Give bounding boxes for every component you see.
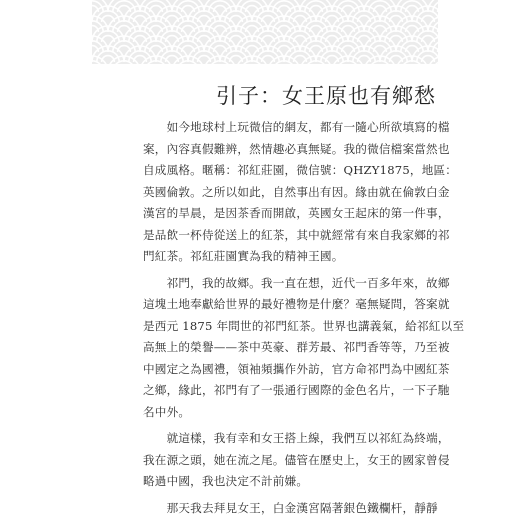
text-line: 門紅茶。祁紅莊園實為我的精神王國。 [143, 246, 391, 268]
wave-arc [193, 51, 215, 62]
wave-arc [241, 21, 263, 32]
paragraph-4 [143, 498, 391, 520]
wave-arc [273, 61, 295, 64]
wave-arc [401, 61, 423, 64]
wave-arc [289, 31, 311, 42]
wave-arc [289, 51, 311, 62]
wave-arc [129, 51, 151, 62]
wave-arc [177, 61, 199, 64]
body-text [143, 117, 391, 524]
text-line: 英國倫敦。之所以如此，自然事出有因。緣由就在倫敦白金 [143, 182, 391, 204]
paragraph-3 [143, 428, 391, 493]
text-line: 祁門，我的故鄉。我一直在想，近代一百多年來，故鄉 [143, 273, 391, 295]
text-line: 中國定之為國禮，領袖頻攜作外訪，官方命祁門為中國紅茶 [143, 359, 391, 381]
wave-arc [145, 61, 167, 64]
text-line: 這塊土地奉獻給世界的最好禮物是什麼？毫無疑問，答案就 [143, 294, 391, 316]
wave-arc [273, 21, 295, 32]
text-line: 案，內容真假難辨，然情趣必真無疑。我的微信檔案當然也 [143, 139, 391, 161]
wave-arc [129, 11, 151, 22]
wave-arc [129, 31, 151, 42]
paragraph-2 [143, 273, 391, 424]
wave-arc [193, 11, 215, 22]
wave-arc [225, 11, 247, 22]
wave-arc [193, 31, 215, 42]
wave-arc [289, 11, 311, 22]
decorative-wave-banner [92, 0, 438, 64]
wave-arc [337, 61, 359, 64]
text-line: 如今地球村上玩微信的網友，都有一隨心所欲填寫的檔 [143, 117, 391, 139]
text-line: 那天我去拜見女王，白金漢宮隔著銀色鐵欄杆，靜靜 [143, 498, 391, 520]
wave-arc [209, 21, 231, 32]
wave-arc [177, 41, 199, 52]
wave-arc [273, 1, 295, 12]
text-line: 就這樣，我有幸和女王搭上線，我們互以祁紅為終端， [143, 428, 391, 450]
wave-arc [161, 11, 183, 22]
text-line: 名中外。 [143, 402, 391, 424]
wave-arc [257, 11, 279, 22]
wave-arc [257, 31, 279, 42]
wave-arc [113, 61, 135, 64]
wave-arc [145, 41, 167, 52]
wave-arc [225, 51, 247, 62]
wave-arc [305, 21, 327, 32]
paragraph-1 [143, 117, 391, 268]
chapter-title: 引子：女王原也有鄉愁 [216, 80, 436, 110]
wave-arc [241, 61, 263, 64]
wave-arc [369, 61, 391, 64]
text-line: 是品飲一杯侍從送上的紅茶，其中就經常有來自我家鄉的祁 [143, 225, 391, 247]
wave-arc [241, 1, 263, 12]
wave-arc [177, 21, 199, 32]
wave-arc [161, 31, 183, 42]
text-line: 略過中國，我也決定不計前嫌。 [143, 471, 391, 493]
text-line: 是西元 1875 年問世的祁門紅茶。世界也講義氣，給祁紅以至 [143, 316, 391, 338]
wave-arc [241, 41, 263, 52]
wave-arc [305, 61, 327, 64]
wave-pattern [92, 0, 438, 64]
wave-arc [145, 21, 167, 32]
wave-arc [177, 1, 199, 12]
text-line: 高無上的榮譽——茶中英豪、群芳最、祁門香等等，乃至被 [143, 337, 391, 359]
text-line: 之鄉，緣此，祁門有了一張通行國際的金色名片，一下子馳 [143, 380, 391, 402]
wave-arc [161, 51, 183, 62]
text-line: 自成風格。暱稱：祁紅莊園，微信號：QHZY1875，地區： [143, 160, 391, 182]
text-line: 我在源之頭，她在流之尾。儘管在歷史上，女王的國家曾侵 [143, 450, 391, 472]
wave-arc [225, 31, 247, 42]
wave-arc [273, 41, 295, 52]
wave-arc [257, 51, 279, 62]
wave-arc [209, 61, 231, 64]
text-line: 漢宮的旱晨，是因茶香而開啟，英國女王起床的第一件事， [143, 203, 391, 225]
wave-arc [145, 1, 167, 12]
wave-arc [92, 56, 108, 64]
